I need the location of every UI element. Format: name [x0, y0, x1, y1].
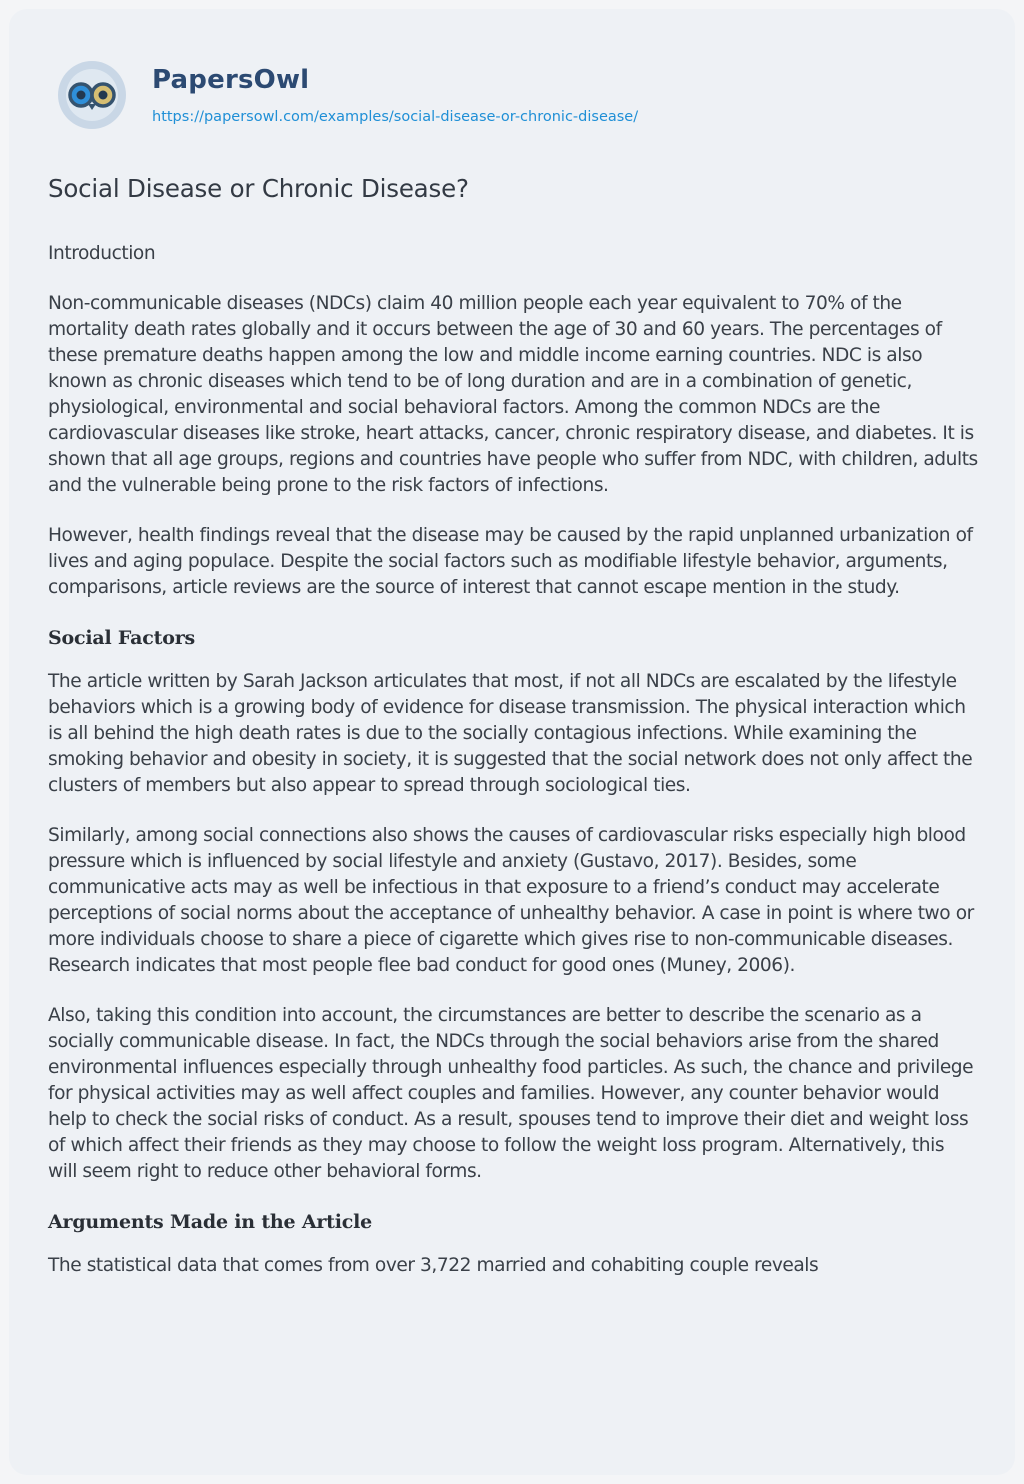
document-page	[9, 9, 1015, 1475]
paragraph: Similarly, among social connections also shows the causes of cardiovascular risks especially high blood pressure which is influenced by social lifestyle and anxiety (Gustavo, 2017). Besides, some communicative acts may as well be infectious in that exposure to a friend’s conduct may accelerate perceptions of social norms about the acceptance of unhealthy behavior. A case in point is where two or more individuals choose to share a piece of cigarette which gives rise to non-communicable diseases. Research indicates that most people flee bad conduct for good ones (Muney, 2006).	[48, 825, 974, 976]
intro-label: Introduction	[48, 243, 156, 264]
paragraph: Non-communicable diseases (NDCs) claim 40 million people each year equivalent to 70% of the mortality death rates globally and it occurs between the age of 30 and 60 years. The percentages of these premature deaths happen among the low and middle income earning countries. NDC is also known as chronic diseases which tend to be of long duration and are in a combination of genetic, physiological, environmental and social behavioral factors. Among the common NDCs are the cardiovascular diseases like stroke, heart attacks, cancer, chronic respiratory disease, and diabetes. It is shown that all age groups, regions and countries have people who suffer from NDC, with children, adults and the vulnerable being prone to the risk factors of infections.	[48, 293, 978, 496]
paragraph: The article written by Sarah Jackson articulates that most, if not all NDCs are escalated by the lifestyle behaviors which is a growing body of evidence for disease transmission. The physical interaction which is all behind the high death rates is due to the socially contagious infections. While examining the smoking behavior and obesity in society, it is suggested that the social network does not only affect the clusters of members but also appear to spread through sociological ties.	[48, 671, 973, 796]
section-heading-social-factors: Social Factors	[48, 627, 196, 649]
document-body	[48, 241, 978, 1303]
source-url-link[interactable]: https://papersowl.com/examples/social-disease-or-chronic-disease/	[152, 109, 639, 125]
paragraph: However, health findings reveal that the disease may be caused by the rapid unplanned urbanization of lives and aging populace. Despite the social factors such as modifiable lifestyle behavior, arguments, comparisons, article reviews are the source of interest that cannot escape mention in the study.	[48, 525, 973, 598]
owl-logo-icon[interactable]	[52, 55, 132, 135]
brand-name[interactable]: PapersOwl	[152, 65, 310, 95]
paragraph: The statistical data that comes from over 3,722 married and cohabiting couple reveals	[48, 1255, 819, 1276]
site-header	[48, 9, 1015, 139]
document-title: Social Disease or Chronic Disease?	[48, 174, 469, 203]
paragraph: Also, taking this condition into account, the circumstances are better to describe the scenario as a socially communicable disease. In fact, the NDCs through the social behaviors arise from the shared environmental influences especially through unhealthy food particles. As such, the chance and privilege for physical activities may as well affect couples and families. However, any counter behavior would help to check the social risks of conduct. As a result, spouses tend to improve their diet and weight loss of which affect their friends as they may choose to follow the weight loss program. Alternatively, this will seem right to reduce other behavioral forms.	[48, 1005, 974, 1182]
section-heading-arguments: Arguments Made in the Article	[48, 1211, 373, 1233]
